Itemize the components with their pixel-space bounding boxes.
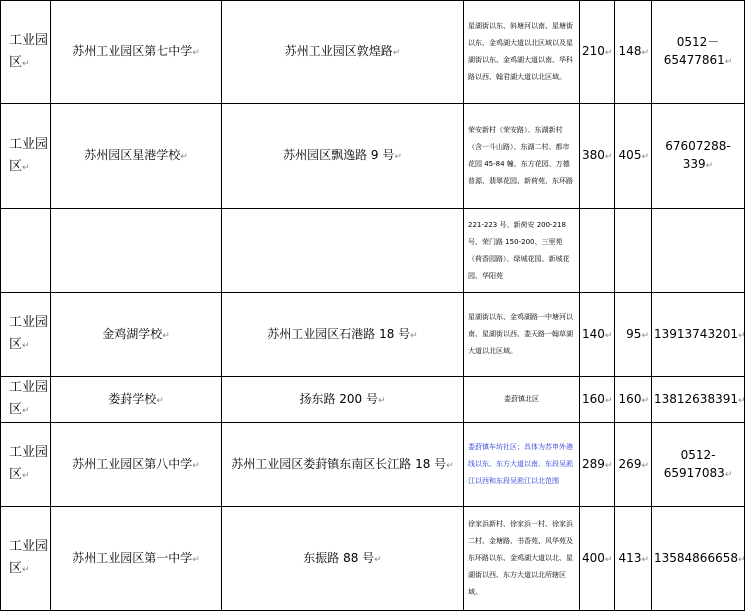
paragraph-mark-icon: ↵ [604,152,613,162]
district-text: 工业园区 [9,445,49,482]
paragraph-mark-icon: ↵ [641,152,649,162]
school-name-text: 苏州园区星港学校 [84,148,181,162]
school-name-cell [51,423,222,507]
address-text: 苏州工业园区娄葑镇东南区长江路 18 号 [231,456,447,471]
address-text: 苏州工业园区敦煌路 [284,44,393,58]
table-row [1,104,745,209]
school-name-text: 娄葑学校 [108,391,157,406]
paragraph-mark-icon: ↵ [410,330,418,341]
paragraph-mark-icon: ↵ [604,554,613,565]
district-text: 工业园区 [9,32,49,70]
enrollment-area-text: 徐家浜新村、徐家浜一村、徐家浜二村、金塘路、书香苑、风华苑及东环路以东、金鸡湖大道以北、星湖街以西、东方大道以北所辖区域。 [468,520,573,596]
school-name-text: 苏州工业园区第八中学 [72,456,193,471]
count-2-text: 405 [618,148,642,162]
paragraph-mark-icon: ↵ [641,48,649,58]
enrollment-area-text: 荣安新村（荣安路）、东湖新村（含一斗山路）、东湖二村、都市花园 45-84 幢、东方花园、万德普源、翡翠花园、新荷苑、东环路 [468,126,573,185]
paragraph-mark-icon: ↵ [604,48,613,58]
phone-text: 13584866658 [654,550,738,565]
phone-text: 13812638391 [654,391,738,406]
paragraph-mark-icon: ↵ [180,152,188,162]
school-name-text: 苏州工业园区第七中学 [72,44,193,58]
enrollment-area-text: 娄葑镇北区 [504,395,539,403]
district-cell [1,209,51,293]
table-row [1,377,745,423]
phone-text: 0512-65917083 [663,447,725,480]
table-row [1,209,745,293]
paragraph-mark-icon: ↵ [192,460,200,471]
count-2-cell [615,1,652,104]
address-cell [222,377,464,423]
count-1-text: 160 [582,391,605,406]
phone-text: 67607288-339 [665,139,731,171]
paragraph-mark-icon: ↵ [392,48,401,58]
paragraph-mark-icon: ↵ [22,565,30,575]
phone-cell [652,209,745,293]
district-text: 工业园区 [9,136,49,174]
count-2-text: 95 [626,326,642,341]
paragraph-mark-icon: ↵ [378,395,386,406]
count-2-text: 413 [618,550,642,565]
paragraph-mark-icon: ↵ [737,330,746,341]
count-1-cell [580,1,615,104]
address-text: 苏州园区飘逸路 9 号 [283,148,395,162]
paragraph-mark-icon: ↵ [22,162,30,173]
paragraph-mark-icon: ↵ [724,57,733,67]
address-text: 苏州工业园区石港路 18 号 [267,326,411,341]
enrollment-area-cell [464,104,580,209]
count-2-cell [615,209,652,293]
district-cell [1,1,51,104]
district-cell [1,293,51,377]
school-name-cell [51,293,222,377]
school-name-cell [51,507,222,611]
paragraph-mark-icon: ↵ [22,341,30,351]
paragraph-mark-icon: ↵ [641,395,649,406]
district-text: 工业园区 [9,315,49,352]
count-1-cell [580,507,615,611]
school-name-cell [51,209,222,293]
count-1-text: 140 [582,326,605,341]
phone-cell [652,507,745,611]
count-1-text: 210 [582,44,605,58]
count-2-cell [615,104,652,209]
count-1-text: 289 [582,456,605,471]
count-2-cell [615,507,652,611]
phone-cell [652,293,745,377]
enrollment-area-text: 星湖街以东、金鸡湖路一中塘河以南、星湖街以西、娄天路一翰草湖大道以北区域。 [468,313,573,355]
paragraph-mark-icon: ↵ [604,460,613,471]
enrollment-area-text: 星湖街以东、斜塘河以南、星塘街以东、金鸡湖大道以北区域以及星湖街以东、金鸡湖大道以南、华科路以西、翰君湖大道以北区域。 [468,22,573,81]
address-text: 扬东路 200 号 [299,391,378,406]
paragraph-mark-icon: ↵ [394,152,402,162]
address-cell [222,507,464,611]
enrollment-area-cell [464,507,580,611]
paragraph-mark-icon: ↵ [737,395,746,406]
address-cell [222,1,464,104]
enrollment-area-text: 221-223 号、新荷安 200-218 号、荣门路 150-200、三里苑（荷香园路）、绿城花园、新城花园、华阳苑 [468,220,570,280]
count-1-cell [580,423,615,507]
paragraph-mark-icon: ↵ [641,460,649,471]
count-2-cell [615,423,652,507]
school-name-cell [51,104,222,209]
paragraph-mark-icon: ↵ [446,460,454,471]
paragraph-mark-icon: ↵ [604,330,613,341]
paragraph-mark-icon: ↵ [641,330,649,341]
paragraph-mark-icon: ↵ [737,554,746,565]
paragraph-mark-icon: ↵ [162,330,170,341]
enrollment-area-cell [464,423,580,507]
phone-cell [652,104,745,209]
paragraph-mark-icon: ↵ [604,395,613,406]
paragraph-mark-icon: ↵ [705,161,714,171]
table-row [1,423,745,507]
school-name-text: 苏州工业园区第一中学 [72,550,193,565]
address-cell [222,423,464,507]
table-row [1,293,745,377]
phone-text: 13913743201 [654,326,738,341]
count-2-cell [615,377,652,423]
count-1-cell [580,377,615,423]
count-2-text: 269 [618,456,642,471]
count-1-cell [580,209,615,293]
table-row [1,1,745,104]
paragraph-mark-icon: ↵ [22,406,30,416]
phone-cell [652,1,745,104]
address-cell [222,209,464,293]
table-row [1,507,745,611]
school-name-text: 金鸡湖学校 [102,326,163,341]
paragraph-mark-icon: ↵ [156,395,164,406]
enrollment-area-cell [464,209,580,293]
district-text: 工业园区 [9,380,49,417]
address-text: 东振路 88 号 [303,550,375,565]
school-name-cell [51,1,222,104]
district-cell [1,507,51,611]
district-cell [1,423,51,507]
paragraph-mark-icon: ↵ [192,554,200,565]
enrollment-area-cell [464,293,580,377]
count-2-text: 160 [618,391,642,406]
count-1-text: 400 [582,550,605,565]
count-1-cell [580,293,615,377]
phone-cell [652,377,745,423]
count-1-cell [580,104,615,209]
enrollment-area-text: 娄葑镇车坊社区；具体为苏申外港线以东、东方大道以南、东段吴淞江以西和东段吴淞江以北范围 [468,443,573,485]
district-text: 工业园区 [9,539,49,576]
paragraph-mark-icon: ↵ [22,58,30,69]
address-cell [222,104,464,209]
paragraph-mark-icon: ↵ [22,471,30,481]
district-cell [1,377,51,423]
enrollment-area-cell [464,377,580,423]
paragraph-mark-icon: ↵ [192,48,200,58]
paragraph-mark-icon: ↵ [724,469,733,480]
district-cell [1,104,51,209]
count-2-text: 148 [618,44,642,58]
phone-cell [652,423,745,507]
count-1-text: 380 [582,148,605,162]
school-name-cell [51,377,222,423]
paragraph-mark-icon: ↵ [374,554,382,565]
count-2-cell [615,293,652,377]
enrollment-area-cell [464,1,580,104]
paragraph-mark-icon: ↵ [641,554,649,565]
address-cell [222,293,464,377]
phone-text: 0512－65477861 [663,35,725,67]
